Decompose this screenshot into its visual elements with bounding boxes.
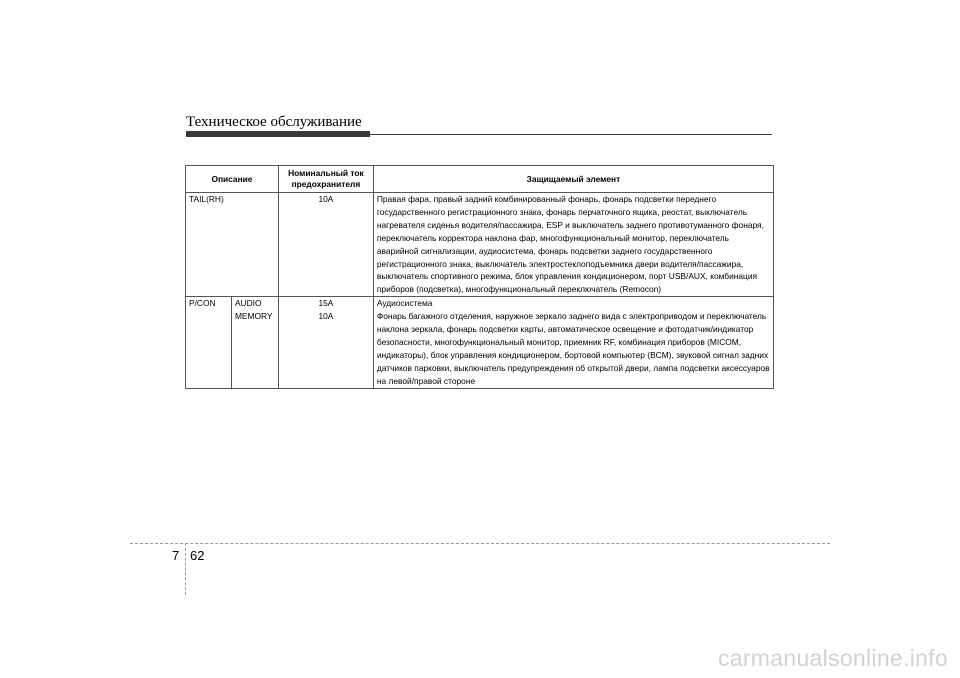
fuse-rating: 10A — [278, 193, 373, 297]
page-header-title: Техническое обслуживание — [186, 114, 362, 130]
column-header-description: Описание — [186, 166, 279, 193]
chapter-number: 7 — [172, 548, 180, 563]
fuse-rating: 10A — [278, 310, 373, 388]
protected-elements: Правая фара, правый задний комбинированный фонарь, фонарь подсветки переднего государственного регистрационного знака, фонарь перчаточного ящика, реостат, выключатель нагревателя сиденья водителя/пассажира, ESP и выключатель заднего противотуманного фонаря, переключатель корректора наклона фар, многофункциональный монитор, переключатель аварийной сигнализации, аудиосистема, фонарь подсветки заднего государственного регистрационного знака, выключатель электростеклоподъемника двери водителя/пассажира, выключатель спортивного режима, блок управления кондиционером, порт USB/AUX, комбинация приборов (подсветка), многофункциональный переключатель (Remocon) — [373, 193, 773, 297]
column-header-rating: Номинальный ток предохранителя — [278, 166, 373, 193]
fuse-name: AUDIO — [231, 297, 278, 310]
table-header-row — [186, 166, 774, 193]
table-row — [186, 297, 774, 310]
footer-dashed-divider — [185, 543, 186, 595]
page-number: 62 — [190, 548, 205, 563]
protected-elements: Аудиосистема — [373, 297, 773, 310]
footer-dashed-rule — [130, 543, 830, 544]
fuse-rating: 15A — [278, 297, 373, 310]
table-row — [186, 310, 774, 388]
fuse-name: TAIL(RH) — [186, 193, 279, 297]
header-bar — [186, 131, 370, 137]
protected-elements: Фонарь багажного отделения, наружное зеркало заднего вида с электроприводом и переключатель наклона зеркала, фонарь подсветки карты, автоматическое освещение и фотодатчик/индикатор безопасности, многофункциональный монитор, приемник RF, комбинация приборов (MICOM, индикаторы), блок управления кондиционером, бортовой компьютер (BCM), звуковой сигнал задних датчиков парковки, выключатель предупреждения об открытой двери, лампа подсветки аксессуаров на левой/правой стороне — [373, 310, 773, 388]
watermark: carmanualsonline.info — [717, 645, 948, 671]
column-header-protected: Защищаемый элемент — [373, 166, 773, 193]
fuse-group — [186, 310, 232, 388]
fuse-table — [185, 165, 774, 389]
table-row — [186, 193, 774, 297]
fuse-name: MEMORY — [231, 310, 278, 388]
header-rule — [370, 134, 772, 135]
fuse-group: P/CON — [186, 297, 232, 310]
